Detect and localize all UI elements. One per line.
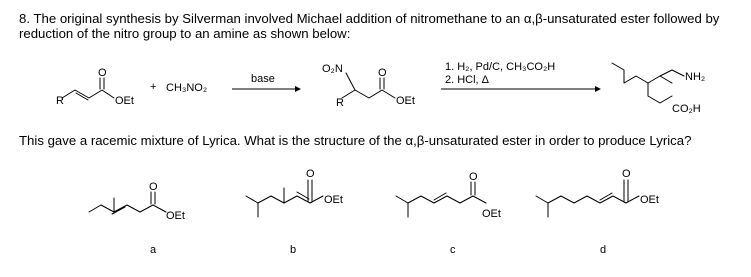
choice-b-structure (246, 168, 343, 256)
step2-reagent-line1: 1. H₂, Pd/C, CH₃CO₂H (445, 61, 556, 73)
choice-c-oet: OEt (482, 208, 501, 220)
ester-oet: OEt (115, 95, 134, 107)
choice-b-oet: OEt (324, 194, 343, 206)
step1-reagent: base (251, 73, 275, 85)
question-number: 8. (19, 11, 30, 26)
product-carboxylic-acid: CO₂H (672, 103, 701, 115)
choice-a-carbonyl-o: O (149, 181, 158, 193)
choice-a-oet: OEt (166, 210, 185, 222)
choice-a-structure (89, 181, 185, 256)
choice-c-structure (396, 171, 501, 256)
adduct-oet: OEt (396, 95, 415, 107)
arrow-step-1 (232, 73, 301, 92)
question-intro: The original synthesis by Silverman involved Michael addition of nitromethane to an α,β-unsaturated ester followed by reduction of the nitro group to an amine as shown below: (19, 11, 720, 41)
lyrica-product (612, 63, 705, 115)
choice-d-carbonyl-o: O (622, 168, 631, 180)
arrow-step-2 (441, 61, 601, 92)
product-amine: NH₂ (685, 71, 706, 83)
choice-d-structure (536, 168, 659, 256)
step2-reagent-line2: 2. HCl, Δ (445, 74, 490, 86)
starting-ester (56, 67, 134, 107)
adduct-nitro: O₂N (322, 63, 343, 75)
question-followup: This gave a racemic mixture of Lyrica. What is the structure of the α,β-unsaturated ester in order to produce Lyrica? (19, 133, 692, 148)
plus-sign: + (150, 81, 157, 93)
choice-d-oet: OEt (640, 194, 659, 206)
choice-b-carbonyl-o: O (306, 168, 315, 180)
adduct-r-group: R (336, 97, 344, 109)
choice-d-label: d (600, 244, 607, 256)
michael-adduct (322, 63, 415, 109)
ester-carbonyl-o: O (98, 67, 107, 79)
nitromethane: CH₃NO₂ (166, 82, 208, 94)
choice-b-label: b (290, 244, 297, 256)
choice-c-carbonyl-o: O (469, 171, 478, 183)
choice-a-label: a (150, 244, 157, 256)
adduct-carbonyl-o: O (378, 67, 387, 79)
choice-c-label: c (450, 244, 456, 256)
ester-r-group: R (56, 95, 64, 107)
